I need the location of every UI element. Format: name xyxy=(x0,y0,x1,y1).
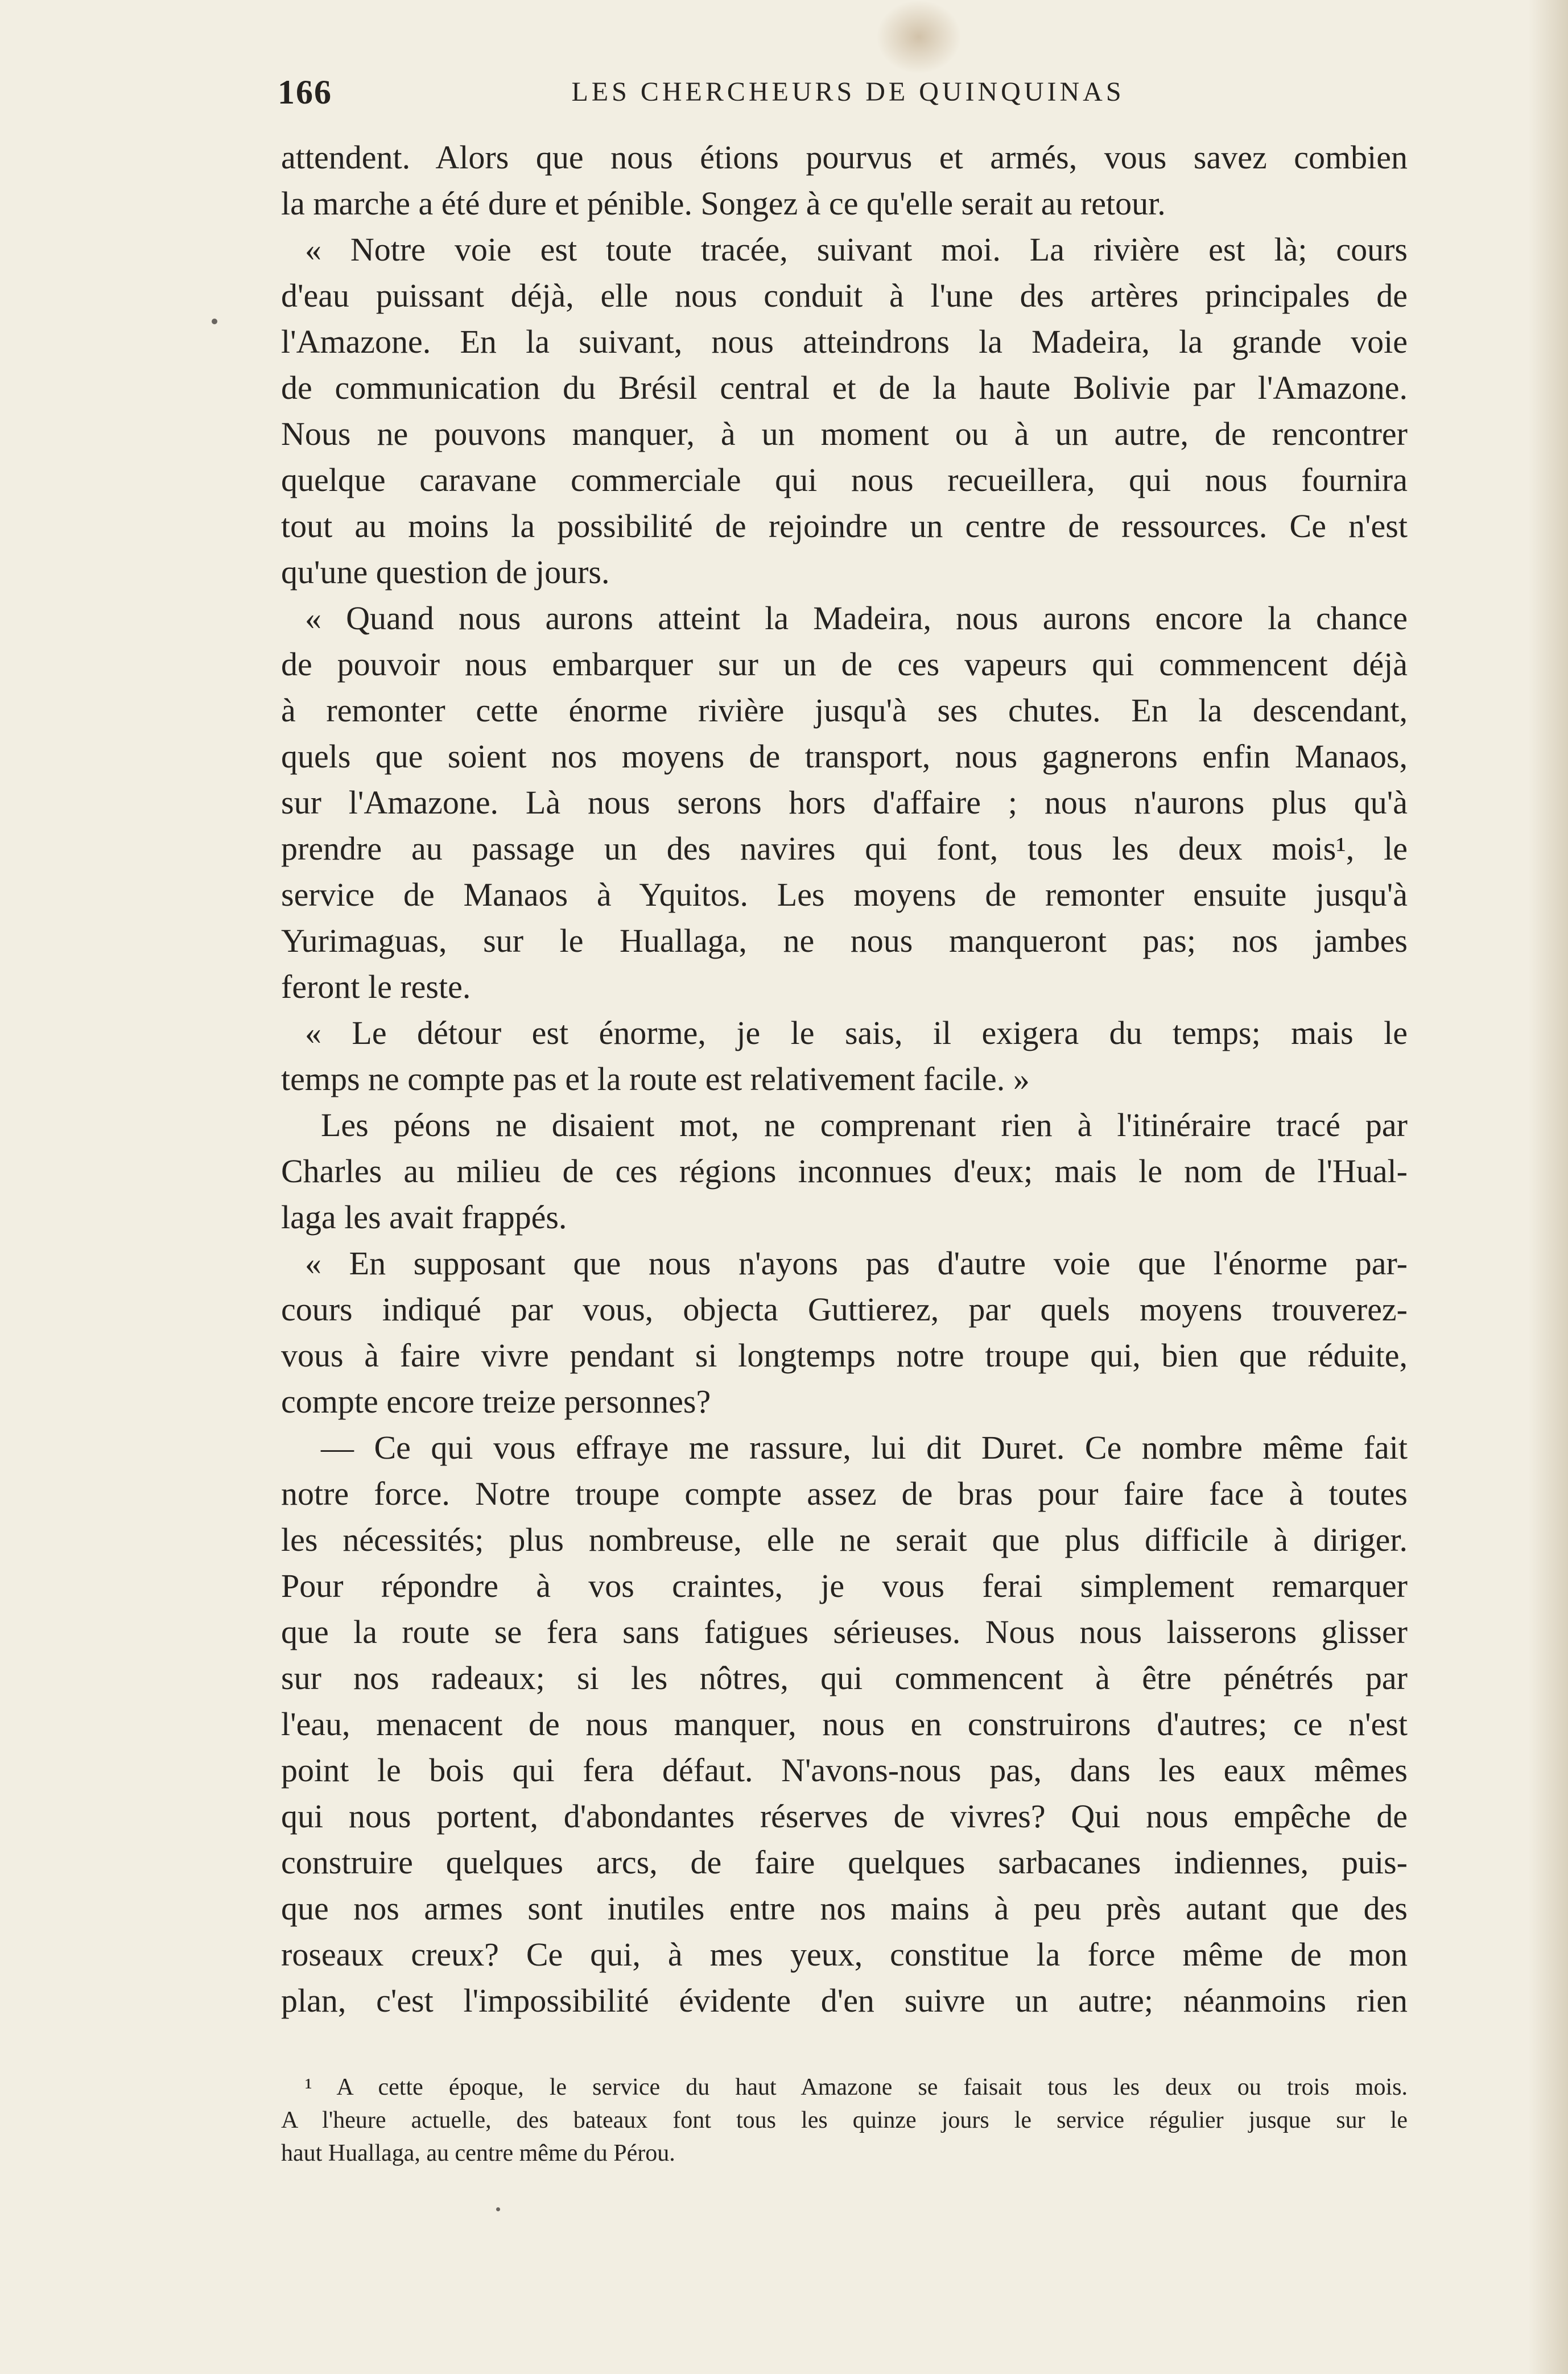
text-line: Les péons ne disaient mot, ne comprenant rien à l'itinéraire tracé par xyxy=(321,1107,1408,1143)
page-header xyxy=(278,73,1418,118)
footnotes xyxy=(281,2071,1408,2170)
text-line: prendre au passage un des navires qui font, tous les deux mois¹, le xyxy=(281,830,1408,867)
text-line: plan, c'est l'impossibilité évidente d'en suivre un autre; néanmoins rien xyxy=(281,1982,1408,2019)
page-number: 166 xyxy=(278,73,332,111)
text-line: feront le reste. xyxy=(281,968,471,1005)
text-line: tout au moins la possibilité de rejoindre un centre de ressources. Ce n'est xyxy=(281,507,1408,544)
page-edge-shadow xyxy=(1528,0,1568,2374)
text-line: compte encore treize personnes? xyxy=(281,1383,711,1420)
text-line: à remonter cette énorme rivière jusqu'à ses chutes. En la descendant, xyxy=(281,692,1408,729)
text-line: cours indiqué par vous, objecta Guttierez, par quels moyens trouverez- xyxy=(281,1291,1408,1328)
text-line: sur l'Amazone. Là nous serons hors d'affaire ; nous n'aurons plus qu'à xyxy=(281,784,1408,821)
footnote-line: ¹ A cette époque, le service du haut Amazone se faisait tous les deux ou trois mois. xyxy=(305,2074,1408,2100)
text-line: roseaux creux? Ce qui, à mes yeux, constitue la force même de mon xyxy=(281,1936,1408,1973)
text-line: qui nous portent, d'abondantes réserves de vivres? Qui nous empêche de xyxy=(281,1798,1408,1835)
text-line: Pour répondre à vos craintes, je vous ferai simplement remarquer xyxy=(281,1567,1408,1604)
text-line: que la route se fera sans fatigues sérieuses. Nous nous laisserons glisser xyxy=(281,1613,1408,1650)
text-line: attendent. Alors que nous étions pourvus et armés, vous savez combien xyxy=(281,139,1408,176)
text-line: service de Manaos à Yquitos. Les moyens de remonter ensuite jusqu'à xyxy=(281,876,1408,913)
text-line: la marche a été dure et pénible. Songez à ce qu'elle serait au retour. xyxy=(281,185,1166,222)
text-line: qu'une question de jours. xyxy=(281,554,610,591)
text-line: l'eau, menacent de nous manquer, nous en construirons d'autres; ce n'est xyxy=(281,1706,1408,1743)
text-line: l'Amazone. En la suivant, nous atteindrons la Madeira, la grande voie xyxy=(281,323,1408,360)
running-title: LES CHERCHEURS DE QUINQUINAS xyxy=(571,77,1125,107)
text-line: que nos armes sont inutiles entre nos mains à peu près autant que des xyxy=(281,1890,1408,1927)
main-text xyxy=(281,134,1408,2024)
text-line: Nous ne pouvons manquer, à un moment ou à un autre, de rencontrer xyxy=(281,415,1408,452)
text-line: « Quand nous aurons atteint la Madeira, nous aurons encore la chance xyxy=(305,600,1408,637)
text-line: « En supposant que nous n'ayons pas d'autre voie que l'énorme par- xyxy=(305,1245,1408,1282)
text-line: notre force. Notre troupe compte assez de bras pour faire face à toutes xyxy=(281,1475,1408,1512)
text-line: de communication du Brésil central et de la haute Bolivie par l'Amazone. xyxy=(281,369,1408,406)
text-line: quelque caravane commerciale qui nous recueillera, qui nous fournira xyxy=(281,461,1408,498)
text-line: les nécessités; plus nombreuse, elle ne serait que plus difficile à diriger. xyxy=(281,1521,1408,1558)
text-line: « Le détour est énorme, je le sais, il exigera du temps; mais le xyxy=(305,1014,1408,1051)
text-line: quels que soient nos moyens de transport, nous gagnerons enfin Manaos, xyxy=(281,738,1408,775)
text-line: construire quelques arcs, de faire quelques sarbacanes indiennes, puis- xyxy=(281,1844,1408,1881)
text-line: laga les avait frappés. xyxy=(281,1199,567,1236)
text-line: de pouvoir nous embarquer sur un de ces vapeurs qui commencent déjà xyxy=(281,646,1408,683)
text-line: vous à faire vivre pendant si longtemps notre troupe qui, bien que réduite, xyxy=(281,1337,1408,1374)
footnote-line: haut Huallaga, au centre même du Pérou. xyxy=(281,2140,675,2166)
text-line: — Ce qui vous effraye me rassure, lui dit Duret. Ce nombre même fait xyxy=(321,1429,1408,1466)
text-line: point le bois qui fera défaut. N'avons-nous pas, dans les eaux mêmes xyxy=(281,1752,1408,1789)
text-line: Charles au milieu de ces régions inconnues d'eux; mais le nom de l'Hual- xyxy=(281,1153,1408,1190)
footnote-line: A l'heure actuelle, des bateaux font tous les quinze jours le service régulier jusque sur le xyxy=(281,2107,1408,2133)
ink-speck xyxy=(496,2207,500,2211)
ink-speck xyxy=(212,319,217,324)
text-line: sur nos radeaux; si les nôtres, qui commencent à être pénétrés par xyxy=(281,1659,1408,1696)
text-line: temps ne compte pas et la route est relativement facile. » xyxy=(281,1060,1030,1097)
text-line: Yurimaguas, sur le Huallaga, ne nous manqueront pas; nos jambes xyxy=(281,922,1408,959)
paper-stain xyxy=(876,0,962,74)
text-line: « Notre voie est toute tracée, suivant moi. La rivière est là; cours xyxy=(305,231,1408,268)
text-line: d'eau puissant déjà, elle nous conduit à l'une des artères principales de xyxy=(281,277,1408,314)
